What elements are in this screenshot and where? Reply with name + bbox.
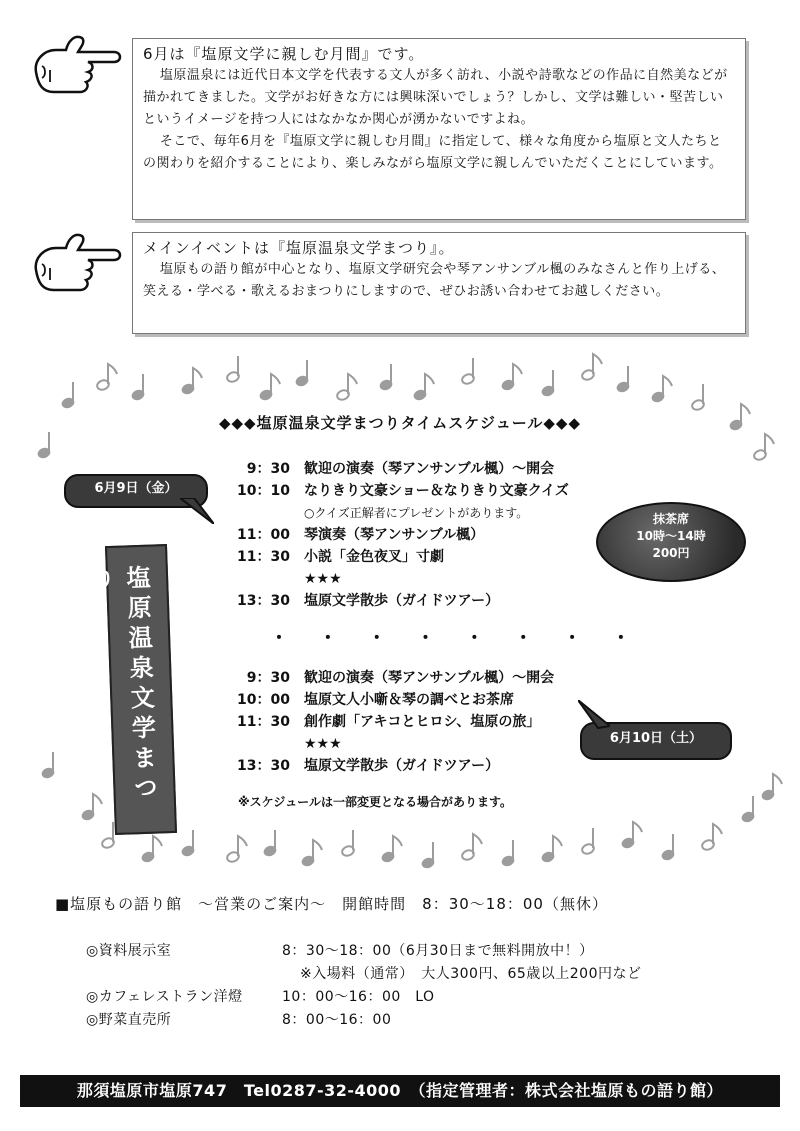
schedule-row: [226, 590, 569, 612]
day2-label: 6月10日（土）: [580, 722, 732, 760]
music-note-icon: [180, 364, 206, 396]
schedule-event: ★★★: [304, 571, 342, 587]
schedule-event: 歓迎の演奏（琴アンサンブル楓）～開会: [304, 461, 555, 477]
schedule-time: 11：00: [237, 527, 290, 543]
music-note-icon: [380, 832, 406, 864]
schedule-row: [226, 755, 554, 777]
separator-dots: [270, 624, 630, 650]
schedule-row: [226, 711, 554, 733]
music-note-icon: [258, 370, 284, 402]
separator-dot: ・: [416, 628, 435, 649]
day2-schedule: [226, 667, 554, 777]
pointing-hand-icon: [30, 228, 122, 300]
music-note-icon: [225, 352, 251, 384]
music-note-icon: [650, 372, 676, 404]
schedule-row: [226, 667, 554, 689]
schedule-row: [226, 502, 569, 524]
info-value: 8：00～16：00: [282, 1012, 392, 1028]
music-note-icon: [500, 836, 526, 868]
separator-dot: ・: [563, 628, 582, 649]
schedule-event: なりきり文豪ショー＆なりきり文豪クイズ: [304, 483, 569, 499]
music-note-icon: [500, 360, 526, 392]
footer-address: 那須塩原市塩原747 Tel0287-32-4000 （指定管理者：株式会社塩原もの語り館）: [20, 1075, 780, 1107]
schedule-title: ◆◆◆塩原温泉文学まつりタイムスケジュール◆◆◆: [218, 414, 582, 432]
music-note-icon: [760, 770, 786, 802]
intro-box-monthly: [132, 38, 746, 220]
day1-schedule: [226, 458, 569, 612]
music-note-icon: [540, 832, 566, 864]
schedule-row: [226, 458, 569, 480]
separator-dot: ・: [611, 628, 630, 649]
music-note-icon: [620, 818, 646, 850]
music-note-icon: [580, 350, 606, 382]
music-note-icon: [460, 830, 486, 862]
schedule-time: 9：30: [246, 670, 290, 686]
schedule-event: 創作劇「アキコとヒロシ、塩原の旅」: [304, 714, 541, 730]
intro-paragraph: 塩原温泉には近代日本文学を代表する文人が多く訪れ、小説や詩歌などの作品に自然美などが描かれてきました。文学がお好きな方には興味深いでしょう？しかし、文学は難しい・堅苦しいというイメージを持つ人にはなかなか関心が湧かないですよね。: [143, 68, 728, 127]
schedule-time: 11：30: [237, 714, 290, 730]
music-note-icon: [225, 832, 251, 864]
intro-paragraph: そこで、毎年6月を『塩原文学に親しむ月間』に指定して、様々な角度から塩原と文人たちとの関わりを紹介することにより、楽しみながら塩原文学に親しんでいただくことにしています。: [143, 134, 723, 171]
schedule-row: [226, 480, 569, 502]
music-note-icon: [752, 430, 778, 462]
music-note-icon: [540, 366, 566, 398]
music-note-icon: [300, 836, 326, 868]
intro-paragraph: 塩原もの語り館が中心となり、塩原文学研究会や琴アンサンブル楓のみなさんと作り上げる、笑える・学べる・歌えるおまつりにしますので、ぜひお誘い合わせてお越しください。: [143, 262, 726, 299]
bubble-tail: [180, 498, 214, 524]
music-note-icon: [294, 356, 320, 388]
schedule-note: ※スケジュールは一部変更となる場合があります。: [238, 795, 512, 809]
schedule-event: 小説「金色夜叉」寸劇: [304, 549, 444, 565]
schedule-time: 9：30: [246, 461, 290, 477]
schedule-time: 10：00: [237, 692, 290, 708]
separator-dot: ・: [270, 628, 288, 649]
schedule-time: 11：30: [237, 549, 290, 565]
schedule-time: [226, 733, 304, 755]
info-value: ※入場料（通常） 大人300円、65歳以上200円など: [300, 966, 642, 982]
music-note-icon: [335, 370, 361, 402]
info-label: ◎カフェレストラン洋燈: [86, 989, 243, 1005]
festival-vertical-banner: 塩原温泉文学まつり: [105, 544, 177, 835]
intro-heading: メインイベントは『塩原温泉文学まつり』。: [143, 239, 455, 257]
schedule-time: [226, 502, 304, 524]
separator-dot: ・: [465, 628, 484, 649]
music-note-icon: [690, 380, 716, 412]
music-note-icon: [60, 378, 86, 410]
music-note-icon: [130, 370, 156, 402]
separator-dot: ・: [318, 628, 337, 649]
schedule-time: [226, 568, 304, 590]
schedule-time: 13：30: [237, 758, 290, 774]
music-note-icon: [262, 826, 288, 858]
separator-dot: ・: [514, 628, 533, 649]
music-note-icon: [180, 826, 206, 858]
music-note-icon: [340, 826, 366, 858]
info-value: 10：00～16：00 LO: [282, 989, 435, 1005]
schedule-row: [226, 546, 569, 568]
music-note-icon: [378, 360, 404, 392]
schedule-row: [226, 524, 569, 546]
schedule-row: [226, 733, 554, 755]
info-heading: ■塩原もの語り館 ～営業のご案内～ 開館時間 8：30～18：00（無休）: [55, 895, 608, 913]
music-note-icon: [420, 838, 446, 870]
bubble-tail: [578, 700, 610, 730]
schedule-event: 琴演奏（琴アンサンブル楓）: [304, 527, 485, 543]
music-note-icon: [460, 354, 486, 386]
schedule-row: [226, 568, 569, 590]
info-value: 8：30～18：00（6月30日まで無料開放中！）: [282, 943, 594, 959]
music-note-icon: [40, 748, 66, 780]
intro-heading: 6月は『塩原文学に親しむ月間』です。: [143, 45, 425, 63]
music-note-icon: [95, 360, 121, 392]
schedule-event: ★★★: [304, 736, 342, 752]
schedule-time: 13：30: [237, 593, 290, 609]
music-note-icon: [412, 370, 438, 402]
intro-box-main-event: [132, 232, 746, 334]
info-label: ◎資料展示室: [86, 943, 172, 959]
separator-dot: ・: [367, 628, 386, 649]
schedule-row: [226, 689, 554, 711]
music-note-icon: [140, 832, 166, 864]
schedule-event: ○クイズ正解者にプレゼントがあります。: [304, 506, 529, 520]
schedule-event: 歓迎の演奏（琴アンサンブル楓）～開会: [304, 670, 555, 686]
schedule-time: 10：10: [237, 483, 290, 499]
schedule-event: 塩原文学散歩（ガイドツアー）: [304, 593, 500, 609]
day1-label: 6月9日（金）: [64, 474, 208, 508]
music-note-icon: [700, 820, 726, 852]
schedule-event: 塩原文学散歩（ガイドツアー）: [304, 758, 500, 774]
info-label: ◎野菜直売所: [86, 1012, 172, 1028]
music-note-icon: [580, 824, 606, 856]
tea-ceremony-badge: 抹茶席 10時～14時 200円: [596, 502, 746, 582]
pointing-hand-icon: [30, 30, 122, 102]
music-note-icon: [660, 830, 686, 862]
music-note-icon: [615, 362, 641, 394]
schedule-event: 塩原文人小噺＆琴の調べとお茶席: [304, 692, 514, 708]
